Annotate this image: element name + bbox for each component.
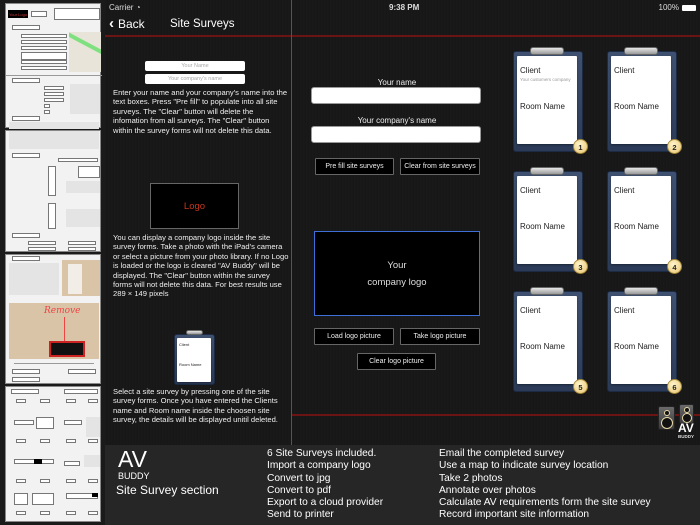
survey-number-badge: 2 (667, 139, 682, 154)
clear-logo-button[interactable]: Clear logo picture (357, 353, 436, 370)
clip-icon (624, 47, 658, 55)
your-name-input[interactable] (311, 87, 481, 104)
feature-summary (105, 445, 700, 525)
battery-icon (682, 5, 696, 11)
preview-page-2 (5, 130, 101, 252)
clip-icon (530, 167, 564, 175)
company-name-label: Your company's name (357, 116, 437, 125)
survey-number-badge: 3 (573, 259, 588, 274)
survey-clipboard-4[interactable]: Client Room Name 4 (607, 167, 677, 272)
feature-item: Use a map to indicate survey location (439, 460, 609, 472)
status-bar (105, 0, 700, 14)
preview-map (69, 32, 101, 72)
clip-icon (186, 330, 203, 335)
status-time: 9:38 PM (389, 3, 420, 12)
back-button[interactable]: ‹ Back (109, 15, 145, 32)
sample-company-field: Your company's name (145, 74, 245, 84)
speaker-icon (658, 406, 675, 430)
feature-item: Record important site information (439, 509, 590, 521)
chevron-left-icon: ‹ (109, 15, 114, 32)
feature-list-2 (439, 448, 651, 522)
preview-logo: Your Logo (8, 11, 28, 17)
survey-number-badge: 1 (573, 139, 588, 154)
feature-item: Email the completed survey (439, 448, 565, 459)
survey-clipboard-6[interactable]: Client Room Name 6 (607, 287, 677, 392)
feature-item: Convert to pdf (267, 484, 331, 496)
clip-icon (530, 287, 564, 295)
brand-logo-av: AV (118, 446, 147, 472)
av-buddy-app-icon[interactable]: AV BUDDY (658, 404, 700, 444)
survey-clipboard-2[interactable]: Client Room Name 2 (607, 47, 677, 152)
survey-clipboard-3[interactable]: Client Room Name 3 (513, 167, 583, 272)
survey-clipboard-1[interactable]: Client Your customers company Room Name 1 (513, 47, 583, 152)
survey-document-preview (0, 0, 105, 525)
sample-clipboard: Client Room Name (174, 330, 215, 385)
feature-item: Export to a cloud provider (267, 497, 384, 509)
instructions-names: Enter your name and your company's name into the text boxes. Press "Pre fill" to populate into all site surveys. The "Clear" button will delete the infomation from all surveys. The "Clear" button within the survey forms will not delete this data. (113, 88, 288, 135)
preview-page-4 (5, 386, 101, 522)
survey-number-badge: 4 (667, 259, 682, 274)
feature-item: Send to printer (267, 509, 334, 521)
feature-item: 6 Site Surveys included. (267, 448, 377, 459)
feature-item: Import a company logo (267, 460, 371, 472)
instructions-logo: You can display a company logo inside the site survey forms. Take a photo with the iPad's camera or select a picture from your photo library. If no Logo is loaded or the logo is cleared "AV Buddy" will be displayed. The "Clear" button within the survey forms will not delete this data. For best results use 289 × 149 pixels (113, 233, 289, 299)
clip-icon (624, 287, 658, 295)
wifi-icon: ◔ (135, 3, 141, 12)
carrier-label: Carrier ◔ (109, 3, 141, 12)
preview-page-3 (5, 254, 101, 384)
survey-number-badge: 6 (667, 379, 682, 394)
header-divider (105, 35, 700, 37)
section-title: Site Survey section (116, 483, 219, 497)
brand-logo-buddy: BUDDY (118, 471, 150, 481)
sample-logo: Logo (150, 183, 239, 229)
prefill-surveys-button[interactable]: Pre fill site surveys (315, 158, 394, 175)
load-logo-button[interactable]: Load logo picture (314, 328, 394, 345)
feature-item: Calculate AV requirements form the site survey (439, 497, 651, 509)
survey-number-badge: 5 (573, 379, 588, 394)
clip-icon (624, 167, 658, 175)
ipad-app-screen (105, 0, 700, 445)
navigation-bar (105, 14, 291, 36)
feature-list-1 (267, 448, 383, 522)
feature-item: Annotate over photos (439, 484, 536, 496)
instructions-select: Select a site survey by pressing one of the site survey forms. Once you have entered the Clients name and Room name inside the choosen site survey, the details will be displayed unitil deleted. (113, 387, 278, 425)
battery-indicator: 100% (659, 3, 696, 12)
clip-icon (530, 47, 564, 55)
feature-item: Convert to jpg (267, 472, 331, 484)
survey-clipboard-5[interactable]: Client Room Name 5 (513, 287, 583, 392)
feature-item: Take 2 photos (439, 472, 503, 484)
preview-photo-wall (62, 260, 100, 296)
preview-photo-annotated: Remove (9, 303, 99, 359)
company-name-input[interactable] (311, 126, 481, 143)
footer-divider (292, 414, 700, 416)
preview-page-1 (5, 3, 101, 128)
company-logo-box: Your company logo (314, 231, 480, 316)
clear-surveys-button[interactable]: Clear from site surveys (400, 158, 480, 175)
split-divider (291, 0, 292, 445)
your-name-label: Your name (377, 78, 417, 87)
sample-name-field: Your Name (145, 61, 245, 71)
page-title: Site Surveys (170, 18, 235, 30)
take-logo-button[interactable]: Take logo picture (400, 328, 480, 345)
